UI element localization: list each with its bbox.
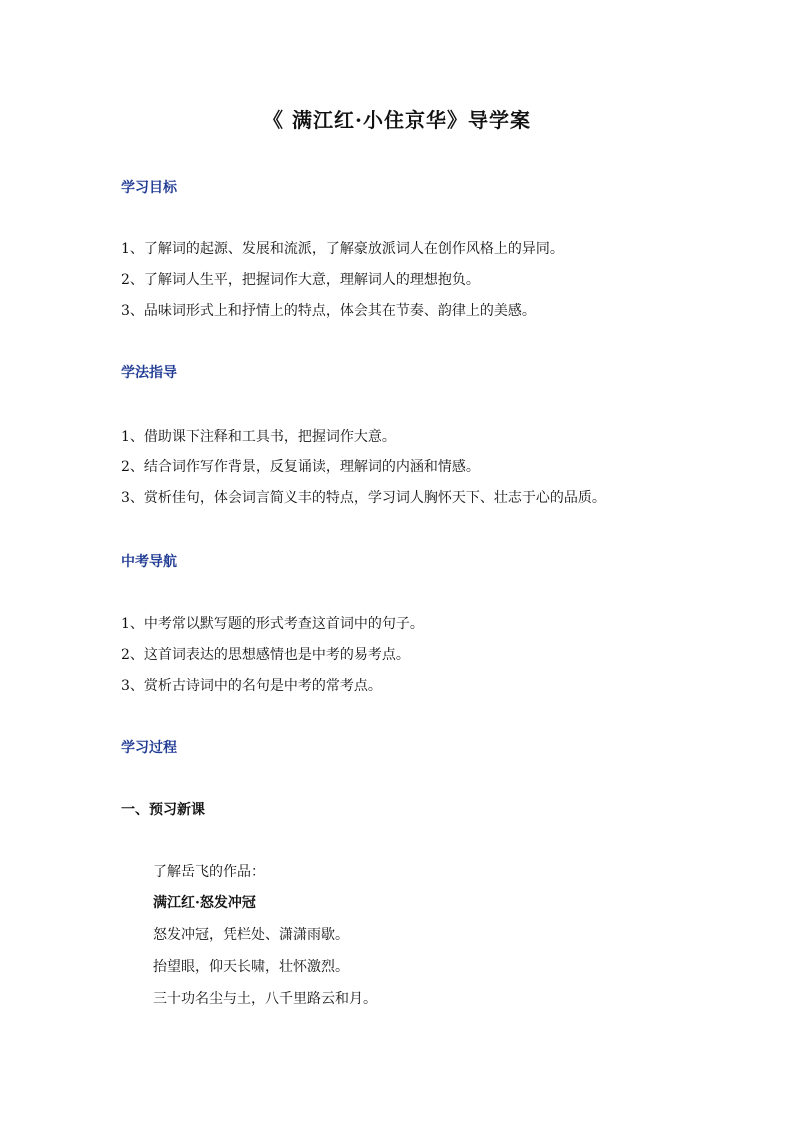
- method-item-3: 3、赏析佳句，体会词言简义丰的特点，学习词人胸怀天下、壮志于心的品质。: [121, 490, 606, 506]
- poem-line-3: 三十功名尘与土，八千里路云和月。: [153, 991, 377, 1007]
- poem-line-2: 抬望眼，仰天长啸，壮怀激烈。: [153, 959, 349, 975]
- exam-item-3: 3、赏析古诗词中的名句是中考的常考点。: [121, 678, 382, 694]
- goal-item-3: 3、品味词形式上和抒情上的特点，体会其在节奏、韵律上的美感。: [121, 303, 536, 319]
- poem-title: 满江红·怒发冲冠: [153, 895, 256, 911]
- sub-heading-preview: 一、预习新课: [121, 802, 205, 818]
- section-heading-exam: 中考导航: [121, 554, 177, 570]
- section-heading-methods: 学法指导: [121, 365, 177, 381]
- method-item-2: 2、结合词作写作背景，反复诵读，理解词的内涵和情感。: [121, 459, 480, 475]
- preview-intro: 了解岳飞的作品：: [153, 864, 265, 880]
- poem-line-1: 怒发冲冠，凭栏处、潇潇雨歇。: [153, 927, 349, 943]
- section-heading-goals: 学习目标: [121, 180, 177, 196]
- method-item-1: 1、借助课下注释和工具书，把握词作大意。: [121, 429, 396, 445]
- goal-item-2: 2、了解词人生平，把握词作大意，理解词人的理想抱负。: [121, 272, 480, 288]
- page-title: 《 满江红·小住京华》导学案: [263, 108, 531, 132]
- section-heading-process: 学习过程: [121, 740, 177, 756]
- goal-item-1: 1、了解词的起源、发展和流派，了解豪放派词人在创作风格上的异同。: [121, 241, 564, 257]
- exam-item-2: 2、这首词表达的思想感情也是中考的易考点。: [121, 647, 410, 663]
- exam-item-1: 1、中考常以默写题的形式考查这首词中的句子。: [121, 616, 424, 632]
